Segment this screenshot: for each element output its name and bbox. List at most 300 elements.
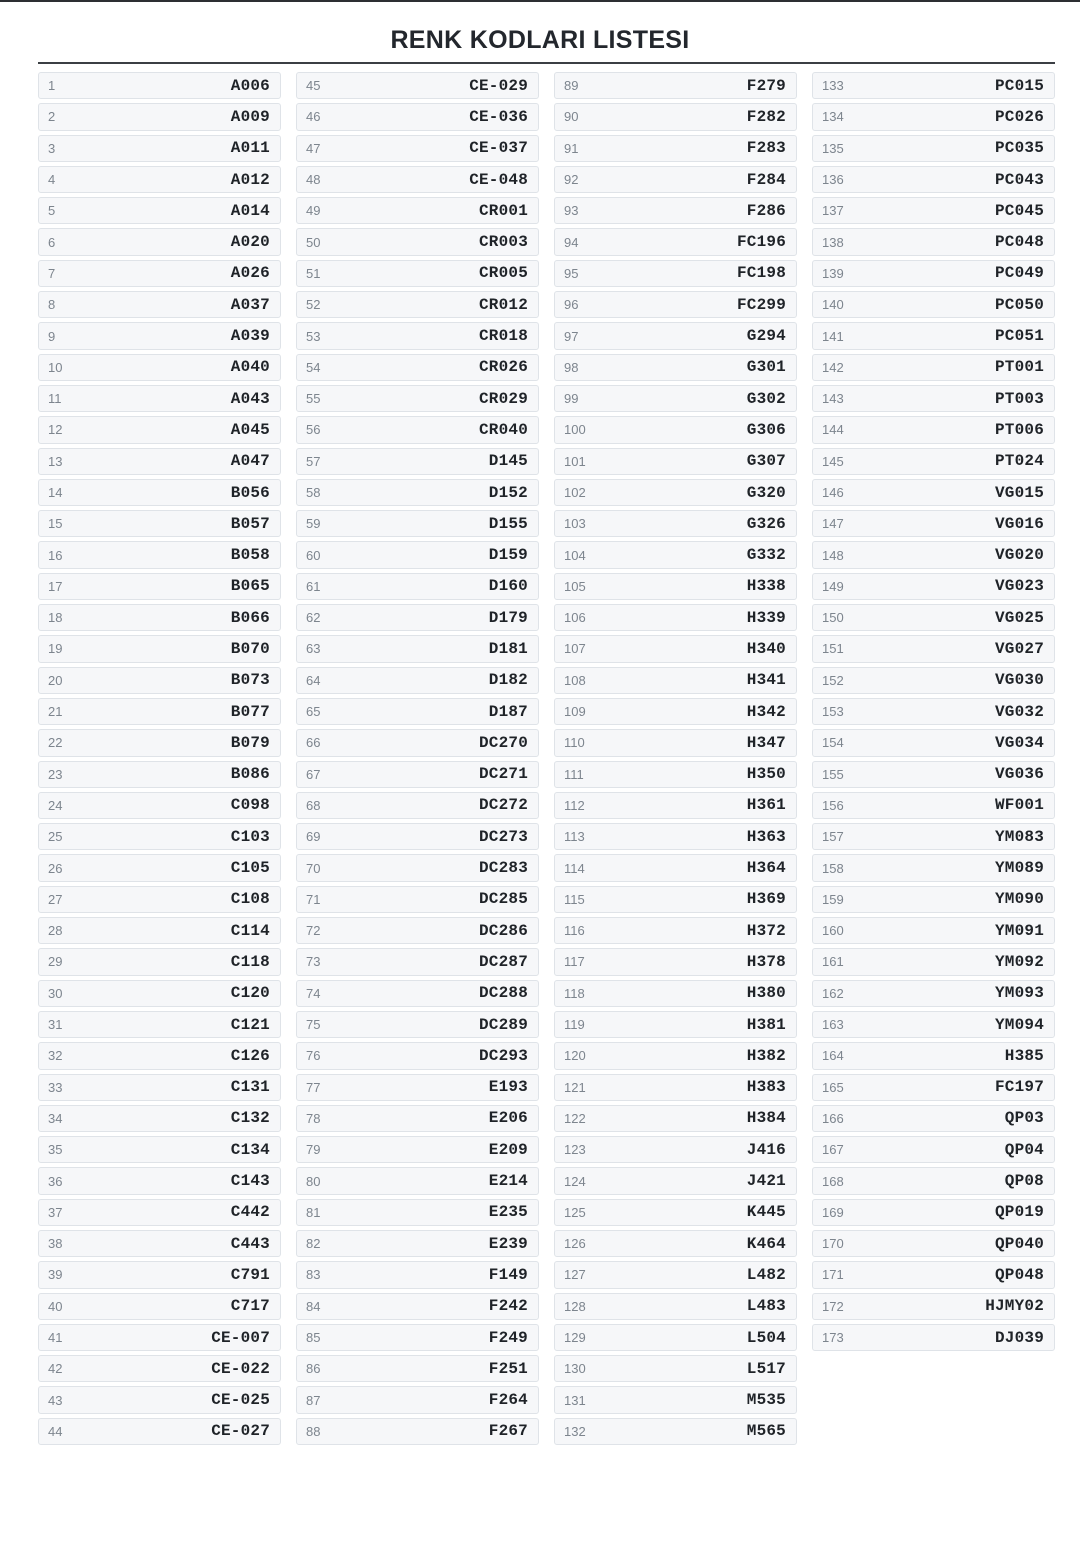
- color-code: C114: [230, 921, 270, 940]
- row-number: 152: [822, 672, 844, 688]
- color-code: C134: [230, 1140, 270, 1159]
- color-code: VG023: [994, 577, 1044, 596]
- row-number: 132: [564, 1423, 586, 1439]
- row-number: 78: [306, 1110, 321, 1126]
- code-row: [812, 980, 1055, 1007]
- code-row: [38, 573, 281, 600]
- code-column: [296, 72, 539, 1445]
- color-code: CE-022: [211, 1359, 270, 1378]
- code-row: [812, 761, 1055, 788]
- row-number: 124: [564, 1173, 586, 1189]
- row-number: 148: [822, 547, 844, 563]
- code-row: [296, 1418, 539, 1445]
- row-number: 70: [306, 860, 321, 876]
- color-code: PC045: [994, 201, 1044, 220]
- color-code: G302: [746, 389, 786, 408]
- color-code: CR018: [478, 327, 528, 346]
- row-number: 18: [48, 610, 63, 626]
- row-number: 153: [822, 704, 844, 720]
- row-number: 123: [564, 1142, 586, 1158]
- row-number: 28: [48, 923, 63, 939]
- code-row: [296, 1293, 539, 1320]
- code-row: [554, 761, 797, 788]
- row-number: 98: [564, 359, 579, 375]
- title-divider: [38, 62, 1055, 64]
- color-code: DJ039: [994, 1328, 1044, 1347]
- color-code: D159: [488, 546, 528, 565]
- code-row: [554, 917, 797, 944]
- row-number: 160: [822, 923, 844, 939]
- color-code: F149: [488, 1265, 528, 1284]
- color-code: C098: [230, 796, 270, 815]
- color-code-grid: [38, 72, 1055, 1445]
- color-code: C443: [230, 1234, 270, 1253]
- code-row: [38, 1042, 281, 1069]
- row-number: 73: [306, 954, 321, 970]
- code-row: [554, 635, 797, 662]
- row-number: 33: [48, 1079, 63, 1095]
- color-code: D152: [488, 483, 528, 502]
- row-number: 34: [48, 1110, 63, 1126]
- code-row: [38, 72, 281, 99]
- row-number: 47: [306, 140, 321, 156]
- row-number: 138: [822, 234, 844, 250]
- code-row: [38, 166, 281, 193]
- color-code: YM091: [994, 921, 1044, 940]
- code-row: [812, 1074, 1055, 1101]
- row-number: 85: [306, 1330, 321, 1346]
- color-code: A009: [230, 107, 270, 126]
- code-row: [38, 854, 281, 881]
- code-row: [296, 698, 539, 725]
- row-number: 44: [48, 1423, 63, 1439]
- code-row: [812, 416, 1055, 443]
- code-row: [38, 228, 281, 255]
- code-row: [812, 667, 1055, 694]
- color-code: B070: [230, 639, 270, 658]
- color-code: PT003: [994, 389, 1044, 408]
- color-code: CR005: [478, 264, 528, 283]
- code-row: [296, 228, 539, 255]
- code-row: [554, 854, 797, 881]
- code-row: [554, 573, 797, 600]
- row-number: 136: [822, 172, 844, 188]
- code-row: [38, 1230, 281, 1257]
- color-code: QP040: [994, 1234, 1044, 1253]
- code-row: [296, 416, 539, 443]
- code-row: [812, 385, 1055, 412]
- code-row: [296, 635, 539, 662]
- code-row: [554, 291, 797, 318]
- row-number: 150: [822, 610, 844, 626]
- code-row: [812, 1042, 1055, 1069]
- row-number: 15: [48, 516, 63, 532]
- row-number: 48: [306, 172, 321, 188]
- row-number: 60: [306, 547, 321, 563]
- color-code: G332: [746, 546, 786, 565]
- code-row: [296, 479, 539, 506]
- color-code: CR012: [478, 295, 528, 314]
- color-code: YM094: [994, 1015, 1044, 1034]
- code-row: [554, 886, 797, 913]
- code-row: [554, 1136, 797, 1163]
- code-row: [554, 541, 797, 568]
- color-code: B079: [230, 733, 270, 752]
- code-row: [296, 792, 539, 819]
- row-number: 104: [564, 547, 586, 563]
- color-code: CR003: [478, 233, 528, 252]
- row-number: 65: [306, 704, 321, 720]
- row-number: 35: [48, 1142, 63, 1158]
- color-code: QP019: [994, 1203, 1044, 1222]
- color-code: H338: [746, 577, 786, 596]
- row-number: 61: [306, 578, 321, 594]
- code-row: [812, 917, 1055, 944]
- color-code: H381: [746, 1015, 786, 1034]
- code-row: [812, 541, 1055, 568]
- code-row: [38, 604, 281, 631]
- row-number: 146: [822, 485, 844, 500]
- color-code: M535: [746, 1391, 786, 1410]
- row-number: 155: [822, 766, 844, 782]
- color-code: H385: [1004, 1046, 1044, 1065]
- color-code: G307: [746, 452, 786, 471]
- code-row: [38, 729, 281, 756]
- row-number: 42: [48, 1361, 63, 1377]
- row-number: 64: [306, 672, 321, 688]
- page-title: RENK KODLARI LISTESI: [390, 26, 690, 54]
- row-number: 172: [822, 1298, 844, 1314]
- code-row: [296, 72, 539, 99]
- row-number: 145: [822, 453, 844, 469]
- code-row: [38, 416, 281, 443]
- code-row: [812, 1261, 1055, 1288]
- color-code: PC048: [994, 233, 1044, 252]
- code-row: [812, 291, 1055, 318]
- row-number: 75: [306, 1017, 321, 1033]
- code-row: [38, 1167, 281, 1194]
- code-row: [296, 1230, 539, 1257]
- row-number: 127: [564, 1267, 586, 1283]
- row-number: 142: [822, 359, 844, 375]
- code-row: [38, 479, 281, 506]
- row-number: 147: [822, 516, 844, 532]
- color-code: H341: [746, 671, 786, 690]
- color-code: PC050: [994, 295, 1044, 314]
- code-row: [554, 1199, 797, 1226]
- color-code: C120: [230, 984, 270, 1003]
- color-code: C103: [230, 827, 270, 846]
- color-code: H382: [746, 1046, 786, 1065]
- row-number: 58: [306, 485, 321, 500]
- code-row: [296, 729, 539, 756]
- color-code: C143: [230, 1172, 270, 1191]
- code-row: [812, 135, 1055, 162]
- row-number: 29: [48, 954, 63, 970]
- color-code: G320: [746, 483, 786, 502]
- color-code: DC271: [478, 765, 528, 784]
- code-row: [296, 1042, 539, 1069]
- row-number: 16: [48, 547, 63, 563]
- code-row: [554, 980, 797, 1007]
- color-code: HJMY02: [985, 1297, 1044, 1316]
- code-row: [296, 1324, 539, 1351]
- code-row: [38, 917, 281, 944]
- color-code: D160: [488, 577, 528, 596]
- row-number: 80: [306, 1173, 321, 1189]
- color-code: E209: [488, 1140, 528, 1159]
- color-code: F267: [488, 1422, 528, 1441]
- code-row: [812, 792, 1055, 819]
- color-code: B057: [230, 514, 270, 533]
- row-number: 38: [48, 1236, 63, 1252]
- color-code: PC026: [994, 107, 1044, 126]
- row-number: 118: [564, 985, 585, 1001]
- code-row: [554, 1418, 797, 1445]
- code-row: [812, 354, 1055, 381]
- row-number: 83: [306, 1267, 321, 1283]
- color-code: F284: [746, 170, 786, 189]
- code-row: [38, 197, 281, 224]
- color-code: VG032: [994, 702, 1044, 721]
- row-number: 120: [564, 1048, 586, 1064]
- color-code: C132: [230, 1109, 270, 1128]
- row-number: 56: [306, 422, 321, 438]
- color-code: F279: [746, 76, 786, 95]
- code-column: [812, 72, 1055, 1445]
- row-number: 12: [48, 422, 63, 438]
- color-code: A012: [230, 170, 270, 189]
- color-code: H369: [746, 890, 786, 909]
- color-code: D187: [488, 702, 528, 721]
- code-row: [812, 823, 1055, 850]
- color-code: B077: [230, 702, 270, 721]
- code-row: [296, 322, 539, 349]
- row-number: 121: [564, 1079, 586, 1095]
- row-number: 99: [564, 391, 579, 407]
- code-row: [812, 698, 1055, 725]
- code-row: [296, 667, 539, 694]
- row-number: 77: [306, 1079, 321, 1095]
- row-number: 166: [822, 1110, 844, 1126]
- row-number: 140: [822, 297, 844, 313]
- color-code: B066: [230, 608, 270, 627]
- color-code: A014: [230, 201, 270, 220]
- code-row: [38, 635, 281, 662]
- row-number: 23: [48, 766, 63, 782]
- row-number: 163: [822, 1017, 844, 1033]
- row-number: 41: [48, 1330, 63, 1346]
- row-number: 11: [48, 391, 62, 407]
- color-code: D179: [488, 608, 528, 627]
- row-number: 116: [564, 923, 585, 939]
- color-code: DC287: [478, 952, 528, 971]
- code-row: [554, 823, 797, 850]
- code-row: [296, 1386, 539, 1413]
- row-number: 59: [306, 516, 321, 532]
- row-number: 81: [306, 1204, 321, 1220]
- code-row: [554, 792, 797, 819]
- row-number: 62: [306, 610, 321, 626]
- row-number: 45: [306, 78, 321, 94]
- code-row: [296, 948, 539, 975]
- code-row: [296, 1355, 539, 1382]
- code-row: [554, 322, 797, 349]
- color-code: L482: [746, 1265, 786, 1284]
- row-number: 32: [48, 1048, 63, 1064]
- color-code: CE-025: [211, 1391, 270, 1410]
- row-number: 9: [48, 328, 56, 344]
- row-number: 22: [48, 735, 63, 751]
- code-row: [812, 448, 1055, 475]
- row-number: 26: [48, 860, 63, 876]
- code-row: [554, 103, 797, 130]
- row-number: 46: [306, 109, 321, 125]
- row-number: 161: [822, 954, 844, 970]
- code-row: [38, 1355, 281, 1382]
- color-code: CR001: [478, 201, 528, 220]
- color-code: PT006: [994, 420, 1044, 439]
- color-code: H361: [746, 796, 786, 815]
- row-number: 82: [306, 1236, 321, 1252]
- code-row: [296, 980, 539, 1007]
- code-row: [812, 228, 1055, 255]
- code-row: [554, 1293, 797, 1320]
- color-code: VG015: [994, 483, 1044, 502]
- color-code: C131: [230, 1078, 270, 1097]
- color-code: DC272: [478, 796, 528, 815]
- row-number: 93: [564, 203, 579, 219]
- row-number: 3: [48, 140, 56, 156]
- row-number: 66: [306, 735, 321, 751]
- row-number: 168: [822, 1173, 844, 1189]
- row-number: 105: [564, 578, 586, 594]
- code-row: [554, 385, 797, 412]
- color-code: DC285: [478, 890, 528, 909]
- color-code: FC196: [736, 233, 786, 252]
- row-number: 40: [48, 1298, 63, 1314]
- code-row: [296, 823, 539, 850]
- color-code: D155: [488, 514, 528, 533]
- row-number: 170: [822, 1236, 844, 1252]
- row-number: 1: [48, 78, 56, 94]
- row-number: 119: [564, 1017, 585, 1033]
- code-row: [38, 667, 281, 694]
- row-number: 144: [822, 422, 844, 438]
- row-number: 90: [564, 109, 579, 125]
- row-number: 139: [822, 265, 844, 281]
- code-row: [38, 948, 281, 975]
- code-row: [554, 1105, 797, 1132]
- color-code: CE-027: [211, 1422, 270, 1441]
- color-code: B073: [230, 671, 270, 690]
- code-row: [38, 1418, 281, 1445]
- row-number: 117: [564, 954, 585, 970]
- color-code: A037: [230, 295, 270, 314]
- code-row: [38, 385, 281, 412]
- row-number: 107: [564, 641, 586, 657]
- row-number: 158: [822, 860, 844, 876]
- color-code: C717: [230, 1297, 270, 1316]
- code-row: [38, 291, 281, 318]
- color-code: CE-048: [469, 170, 528, 189]
- code-row: [554, 698, 797, 725]
- color-code: CR040: [478, 420, 528, 439]
- code-row: [812, 510, 1055, 537]
- row-number: 53: [306, 328, 321, 344]
- color-code: J416: [746, 1140, 786, 1159]
- color-code: VG016: [994, 514, 1044, 533]
- code-row: [554, 1386, 797, 1413]
- code-row: [296, 1167, 539, 1194]
- code-row: [554, 948, 797, 975]
- code-row: [554, 1042, 797, 1069]
- color-code: DC289: [478, 1015, 528, 1034]
- row-number: 113: [564, 829, 585, 845]
- row-number: 24: [48, 797, 63, 813]
- color-code: F286: [746, 201, 786, 220]
- color-code: VG036: [994, 765, 1044, 784]
- code-row: [296, 260, 539, 287]
- color-code: C118: [230, 952, 270, 971]
- color-code: G294: [746, 327, 786, 346]
- color-code: CE-037: [469, 139, 528, 158]
- code-row: [38, 886, 281, 913]
- color-code: VG034: [994, 733, 1044, 752]
- code-row: [296, 1105, 539, 1132]
- row-number: 30: [48, 985, 63, 1001]
- row-number: 110: [564, 735, 585, 751]
- code-row: [38, 1105, 281, 1132]
- row-number: 108: [564, 672, 586, 688]
- color-code: A040: [230, 358, 270, 377]
- row-number: 68: [306, 797, 321, 813]
- row-number: 13: [48, 453, 63, 469]
- code-row: [38, 792, 281, 819]
- code-row: [38, 1293, 281, 1320]
- code-row: [38, 510, 281, 537]
- row-number: 102: [564, 485, 586, 500]
- row-number: 87: [306, 1392, 321, 1408]
- row-number: 37: [48, 1204, 63, 1220]
- code-row: [296, 1261, 539, 1288]
- row-number: 157: [822, 829, 844, 845]
- color-code: H364: [746, 859, 786, 878]
- code-row: [554, 72, 797, 99]
- color-code: F242: [488, 1297, 528, 1316]
- color-code: VG020: [994, 546, 1044, 565]
- code-row: [296, 541, 539, 568]
- color-code: K445: [746, 1203, 786, 1222]
- row-number: 27: [48, 891, 63, 907]
- color-code: C108: [230, 890, 270, 909]
- color-code: A045: [230, 420, 270, 439]
- row-number: 89: [564, 78, 579, 94]
- code-row: [296, 385, 539, 412]
- code-row: [554, 729, 797, 756]
- row-number: 103: [564, 516, 586, 532]
- row-number: 17: [48, 578, 63, 594]
- row-number: 141: [822, 328, 844, 344]
- code-column: [554, 72, 797, 1445]
- row-number: 49: [306, 203, 321, 219]
- row-number: 115: [564, 891, 585, 907]
- row-number: 165: [822, 1079, 844, 1095]
- code-row: [296, 291, 539, 318]
- code-row: [812, 103, 1055, 130]
- code-row: [296, 1074, 539, 1101]
- color-code: DC293: [478, 1046, 528, 1065]
